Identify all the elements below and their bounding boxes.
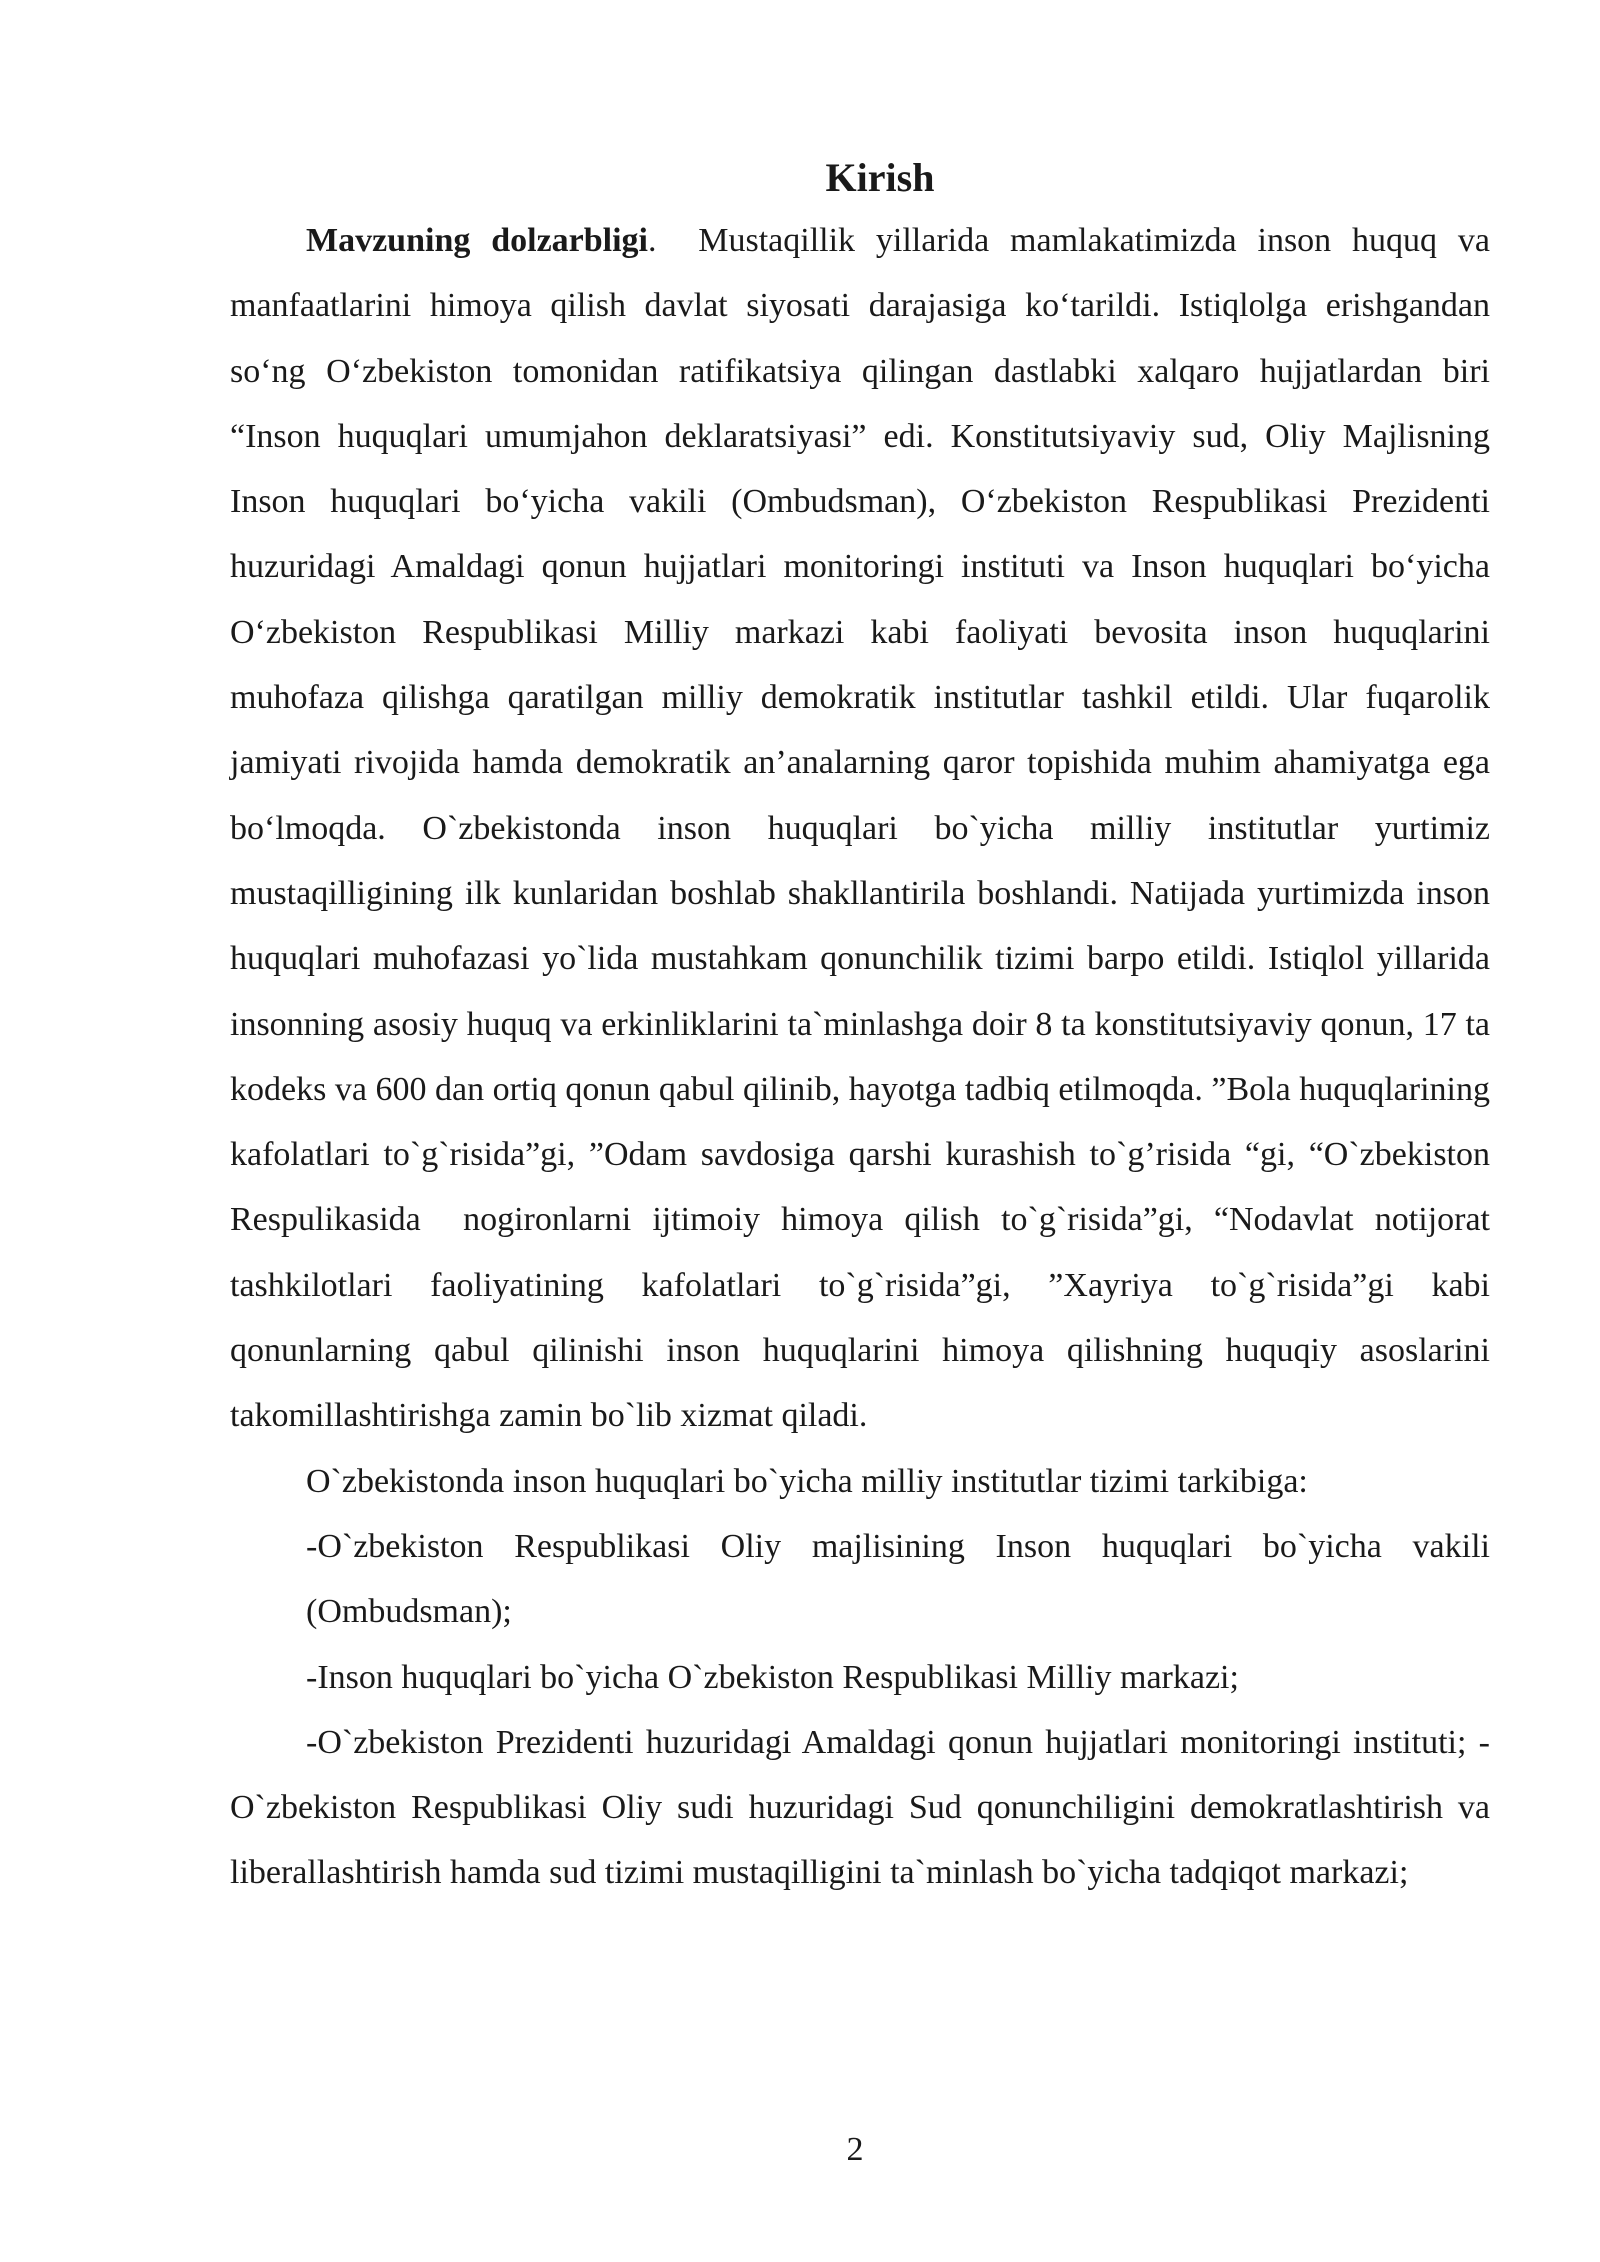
intro-paragraph: [230, 208, 1499, 1449]
document-page: [230, 150, 1499, 1906]
list-item-ombudsman: -O`zbekiston Respublikasi Oliy majlisining Inson huquqlari bo`yicha vakili (Ombudsman);: [306, 1527, 1490, 1631]
lead-heading: Mavzuning dolzarbligi: [306, 222, 649, 259]
intro-text: Mustaqillik yillarida mamlakatimizda inson huquq va manfaatlarini himoya qilish davlat siyosati darajasiga ko‘tarildi. Istiqlolga erishgandan so‘ng O‘zbekiston tomonidan ratifikatsiya qilingan dastlabki xalqaro hujjatlardan biri “Inson huquqlari umumjahon deklaratsiyasi” edi. Konstitutsiyaviy sud, Oliy Majlisning Inson huquqlari bo‘yicha vakili (Ombudsman), O‘zbekiston Respublikasi Prezidenti huzuridagi Amaldagi qonun hujjatlari monitoringi instituti va Inson huquqlari bo‘yicha O‘zbekiston Respublikasi Milliy markazi kabi faoliyati bevosita inson huquqlarini muhofaza qilishga qaratilgan milliy demokratik institutlar tashkil etildi. Ular fuqarolik jamiyati rivojida hamda demokratik an’analarning qaror topishida muhim ahamiyatga ega bo‘lmoqda. O`zbekistonda inson huquqlari bo`yicha milliy institutlar yurtimiz mustaqilligining ilk kunlaridan boshlab shakllantirila boshlandi. Natijada yurtimizda inson huquqlari muhofazasi yo`lida mustahkam qonunchilik tizimi barpo etildi. Istiqlol yillarida insonning asosiy huquq va erkinliklarini ta`minlashga doir 8 ta konstitutsiyaviy qonun, 17 ta kodeks va 600 dan ortiq qonun qabul qilinib, hayotga tadbiq etilmoqda. ”Bola huquqlarining kafolatlari to`g`risida”gi, ”Odam savdosiga qarshi kurashish to`g’risida “gi, “O`zbekiston Respulikasida nogironlarni ijtimoiy himoya qilish to`g`risida”gi, “Nodavlat notijorat tashkilotlari faoliyatining kafolatlari to`g`risida”gi, ”Xayriya to`g`risida”gi kabi qonunlarning qabul qilinishi inson huquqlarini himoya qilishning huquqiy asoslarini takomillashtirishga zamin bo`lib xizmat qiladi.: [230, 222, 1499, 1435]
section-title: Kirish: [825, 155, 935, 200]
list-item-national-center: -Inson huquqlari bo`yicha O`zbekiston Respublikasi Milliy markazi;: [306, 1658, 1239, 1696]
list-item-monitoring-institute: -O`zbekiston Prezidenti huzuridagi Amaldagi qonun hujjatlari monitoringi instituti; -O`zbekiston Respublikasi Oliy sudi huzuridagi Sud qonunchiligini demokratlashtirish va liberallashtirish hamda sud tizimi mustaqilligini ta`minlash bo`yicha tadqiqot markazi;: [230, 1723, 1490, 1892]
document-body: [230, 208, 1499, 1906]
lead-punctuation: .: [648, 222, 657, 259]
list-intro-paragraph: O`zbekistonda inson huquqlari bo`yicha milliy institutlar tizimi tarkibiga:: [306, 1462, 1308, 1500]
page-number: 2: [846, 2131, 864, 2168]
